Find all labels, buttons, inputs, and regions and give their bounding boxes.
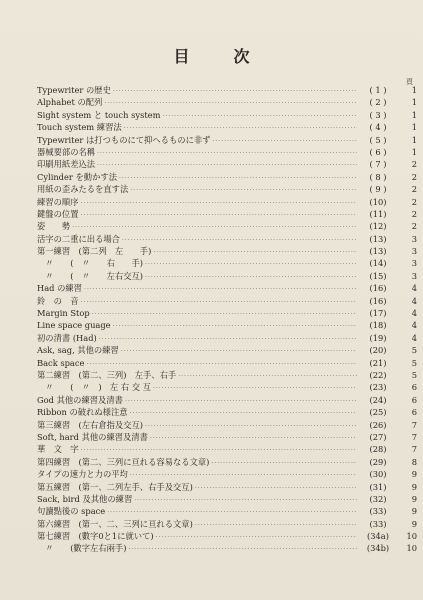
toc-entry-section: ( 9 ) [369, 184, 387, 195]
toc-entry-section: (25) [369, 407, 387, 418]
toc-entry-page: 1 [411, 122, 417, 133]
dot-leader [92, 309, 357, 321]
toc-entry-page: 2 [411, 159, 417, 170]
toc-entry-page: 4 [411, 332, 417, 343]
toc-entry-section: (34b) [366, 543, 390, 554]
toc-entry [37, 456, 417, 468]
toc-entry-section: (18) [369, 320, 387, 331]
toc-entry-label: 〃 (數字左右兩手) [37, 543, 127, 554]
toc-entry-page: 4 [411, 308, 417, 319]
title-char-1: 目 [173, 47, 190, 66]
dot-leader [84, 284, 357, 296]
toc-entry-section: ( 6 ) [369, 146, 387, 157]
dot-leader [134, 495, 357, 507]
dot-leader [150, 433, 357, 445]
toc-entry [37, 381, 417, 393]
dot-leader [178, 371, 357, 383]
toc-entry-section: (22) [369, 369, 387, 380]
toc-entry-label: 第三練習 (左右倉指及交互) [37, 419, 144, 430]
dot-leader [130, 185, 357, 197]
toc-entry-label: 第五練習 (第一、二列左手、右手及交互) [37, 481, 193, 492]
toc-entry [37, 431, 417, 443]
dot-leader [211, 458, 357, 470]
dot-leader [99, 334, 357, 346]
toc-entry-label: 練習の順序 [37, 196, 79, 207]
toc-entry-section: (29) [369, 456, 387, 467]
toc-entry-page: 10 [406, 543, 417, 554]
toc-entry-label: Touch system 練習法 [37, 122, 122, 133]
toc-entry [37, 332, 417, 344]
toc-entry-section: (24) [369, 394, 387, 405]
toc-entry-section: (19) [369, 332, 387, 343]
page-title [0, 44, 423, 67]
toc-entry [37, 394, 417, 406]
toc-entry-page: 2 [411, 196, 417, 207]
toc-entry [37, 183, 417, 195]
toc-entry-page: 3 [411, 258, 417, 269]
toc-entry-page: 9 [411, 506, 417, 517]
toc-entry-label: Margin Stop [37, 308, 90, 319]
dot-leader [145, 259, 357, 271]
dot-leader [212, 136, 357, 148]
toc-entry-label: 〃 ( 〃 左右交互) [37, 270, 144, 281]
toc-entry-label: 第一練習 (第二列 左 手) [37, 246, 152, 257]
toc-entry [37, 270, 417, 282]
toc-entry-label: 〃 ( 〃 ) 左 右 交 互 [37, 382, 151, 393]
toc-entry-page: 1 [411, 97, 417, 108]
toc-entry-section: ( 7 ) [369, 159, 387, 170]
toc-entry-section: (32) [369, 493, 387, 504]
toc-entry-section: (20) [369, 345, 387, 356]
toc-entry [37, 121, 417, 133]
toc-entry-page: 2 [411, 221, 417, 232]
toc-entry-label: 印刷用紙差込法 [37, 159, 96, 170]
toc-entry-section: (34a) [367, 531, 389, 542]
toc-entry [37, 505, 417, 517]
toc-entry-page: 1 [411, 109, 417, 120]
dot-leader [195, 520, 357, 532]
toc-entry-label: Had の練習 [37, 283, 83, 294]
toc-entry-section: ( 2 ) [369, 97, 387, 108]
toc-entry [37, 233, 417, 245]
dot-leader [145, 272, 357, 284]
toc-entry [37, 406, 417, 418]
dot-leader [113, 321, 357, 333]
toc-entry [37, 84, 417, 96]
toc-entry-label: Typewriter の歴史 [37, 85, 111, 95]
toc-entry [37, 481, 417, 493]
toc-entry [37, 196, 417, 208]
toc-entry-label: 姿 勢 [37, 221, 71, 232]
toc-entry-page: 9 [411, 481, 417, 492]
toc-entry-label: 華 文 字 [37, 444, 79, 455]
toc-entry [37, 493, 417, 505]
toc-entry [37, 344, 417, 356]
dot-leader [97, 148, 357, 160]
toc-entry [37, 245, 417, 257]
toc-entry-section: (12) [369, 221, 387, 232]
toc-entry-page: 1 [411, 146, 417, 157]
dot-leader [156, 532, 357, 544]
toc-entry-page: 7 [411, 419, 417, 430]
toc-entry-page: 5 [411, 345, 417, 356]
toc-entry-section: (31) [369, 481, 387, 492]
toc-entry-section: ( 4 ) [369, 122, 387, 133]
toc-entry [37, 542, 417, 554]
toc-entry-label: 初の清書 (Had) [37, 332, 97, 343]
toc-entry-label: 第七練習 (數字0と1に就いて) [37, 531, 154, 542]
toc-entry [37, 134, 417, 146]
toc-entry-label: 第六練習 (第一、二、三列に亘れる文章) [37, 518, 193, 529]
toc-entry-label: 鈴 の 音 [37, 295, 79, 306]
toc-entry-label: 鍵盤の位置 [37, 208, 79, 219]
toc-entry-section: (33) [369, 518, 387, 529]
dot-leader [97, 160, 357, 172]
dot-leader [121, 346, 357, 358]
toc-entry-page: 7 [411, 431, 417, 442]
toc-entry-label: Sight system と touch system [37, 109, 161, 120]
toc-entry [37, 146, 417, 158]
toc-entry [37, 282, 417, 294]
toc-entry [37, 171, 417, 183]
toc-entry-page: 4 [411, 283, 417, 294]
toc-entry-section: (13) [369, 233, 387, 244]
dot-leader [153, 383, 357, 395]
toc-entry [37, 319, 417, 331]
toc-entry-label: 器械要部の名稱 [37, 146, 96, 157]
dot-leader [119, 173, 357, 185]
toc-entry-page: 9 [411, 493, 417, 504]
toc-entry-page: 6 [411, 394, 417, 405]
toc-entry-page: 1 [411, 134, 417, 145]
toc-entry-label: Ribbon の破れぬ様注意 [37, 407, 128, 418]
toc-entry-section: (11) [369, 208, 387, 219]
toc-entry-section: ( 8 ) [369, 171, 387, 182]
toc-entry-page: 9 [411, 469, 417, 480]
toc-entry-label: God 其他の練習及清書 [37, 394, 123, 405]
dot-leader [113, 86, 357, 98]
toc-entry [37, 208, 417, 220]
toc-entry-section: ( 1 ) [369, 85, 387, 95]
toc-entry [37, 468, 417, 480]
toc-entry-label: Back space [37, 357, 85, 368]
toc-entry-page: 5 [411, 357, 417, 368]
toc-entry [37, 257, 417, 269]
toc-entry-page: 4 [411, 295, 417, 306]
toc-entry-section: (21) [369, 357, 387, 368]
toc-entry [37, 530, 417, 542]
toc-entry-page: 2 [411, 184, 417, 195]
dot-leader [162, 111, 357, 123]
toc-entry-page: 8 [411, 456, 417, 467]
toc-entry-section: (14) [369, 258, 387, 269]
toc-entry-page: 6 [411, 382, 417, 393]
toc-entry [37, 419, 417, 431]
toc-entry [37, 369, 417, 381]
toc-entry-page: 6 [411, 407, 417, 418]
toc-entry-section: (27) [369, 431, 387, 442]
toc-entry-page: 2 [411, 171, 417, 182]
toc-entry-page: 9 [411, 518, 417, 529]
toc-entry-label: 第四練習 (第二、三列に亘れる容易なる文章) [37, 456, 210, 467]
toc-entry [37, 307, 417, 319]
toc-entry [37, 158, 417, 170]
toc-entry-section: (28) [369, 444, 387, 455]
toc-entry-label: Alphabet の配列 [37, 97, 103, 108]
dot-leader [145, 421, 357, 433]
toc-entry-page: 3 [411, 233, 417, 244]
toc-entry-label: 活字の二重に出る場合 [37, 233, 120, 244]
toc-entry-label: Sack, bird 及其他の練習 [37, 493, 133, 504]
toc-entry [37, 109, 417, 121]
dot-leader [125, 396, 357, 408]
dot-leader [122, 235, 357, 247]
toc-entry-label: 第二練習 (第二、三列) 左手、右手 [37, 369, 177, 380]
toc-entry-label: Line space guage [37, 320, 111, 331]
dot-leader [130, 408, 357, 420]
dot-leader [153, 247, 357, 259]
toc-entry-section: (17) [369, 308, 387, 319]
dot-leader [81, 297, 358, 309]
toc-entry-page: 3 [411, 246, 417, 257]
toc-entry-page: 2 [411, 208, 417, 219]
toc-entry [37, 357, 417, 369]
toc-entry [37, 518, 417, 530]
toc-entry [37, 443, 417, 455]
toc-entry-page: 10 [406, 531, 417, 542]
dot-leader [128, 544, 357, 556]
dot-leader [195, 483, 357, 495]
toc-entry-label: Ask, sag, 其他の練習 [37, 345, 119, 356]
toc-entry-label: 〃 ( 〃 右 手) [37, 258, 144, 269]
title-char-2: 次 [233, 47, 250, 66]
toc-entry-section: (13) [369, 246, 387, 257]
toc-entry-page: 1 [411, 85, 417, 95]
dot-leader [81, 210, 358, 222]
toc-entry-page: 4 [411, 320, 417, 331]
toc-entry [37, 96, 417, 108]
toc-entry-section: (23) [369, 382, 387, 393]
toc-entry-label: タイプの速力と力の平均 [37, 469, 128, 480]
toc-entry-section: (10) [369, 196, 387, 207]
toc-entry-page: 5 [411, 369, 417, 380]
toc-entry-label: 句讀點後の space [37, 506, 106, 517]
toc-entry-page: 7 [411, 444, 417, 455]
toc-entry-section: ( 5 ) [369, 134, 387, 145]
toc-entry-label: 用紙の歪みたるを直す法 [37, 184, 129, 195]
toc-entry-label: Typewriter は打つものにて抑へるものに非ず [37, 134, 211, 145]
toc-entry [37, 220, 417, 232]
toc-entry-label: Soft, hard 其他の練習及清書 [37, 431, 148, 442]
toc-entry-label: Cylinder を動かす法 [37, 171, 117, 182]
dot-leader [81, 198, 358, 210]
toc-entry-page: 3 [411, 270, 417, 281]
page-column-header: 頁 [406, 78, 413, 86]
toc-entry-section: (16) [369, 283, 387, 294]
toc-entry-section: (33) [369, 506, 387, 517]
toc-entry-section: (26) [369, 419, 387, 430]
table-of-contents [37, 84, 417, 555]
toc-entry-section: (15) [369, 270, 387, 281]
toc-entry-section: ( 3 ) [369, 109, 387, 120]
toc-entry [37, 295, 417, 307]
toc-entry-section: (16) [369, 295, 387, 306]
toc-entry-section: (30) [369, 469, 387, 480]
